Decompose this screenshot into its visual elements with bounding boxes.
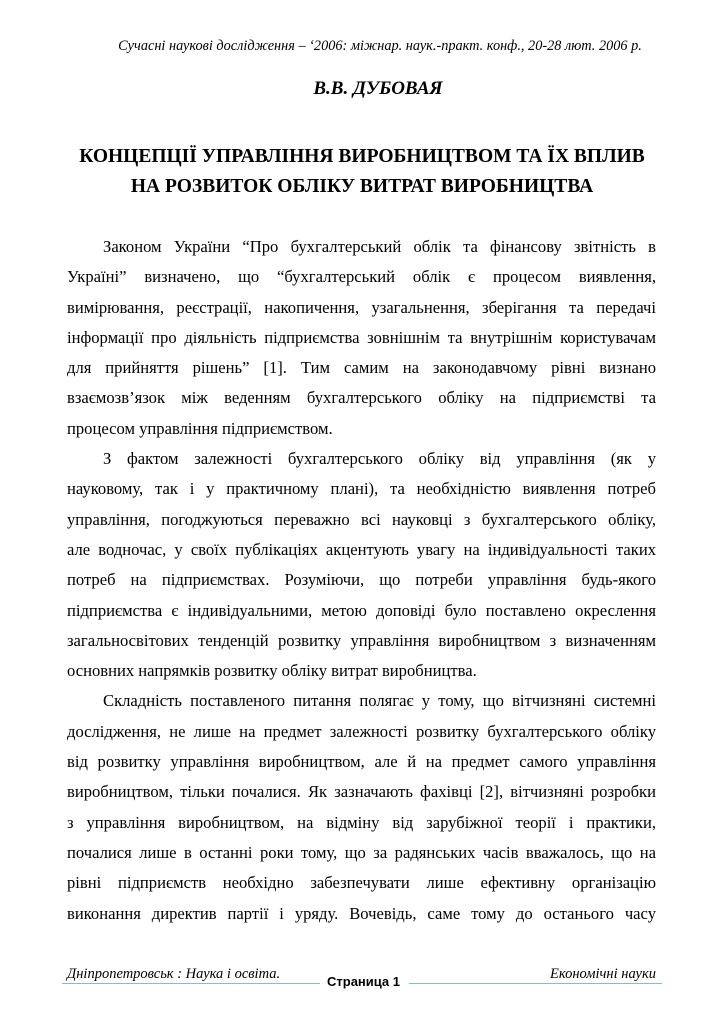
running-header: Сучасні наукові дослідження – ‘2006: міжнар. наук.-практ. конф., 20-28 лют. 2006 р. xyxy=(118,38,642,54)
footer-rule-right xyxy=(409,983,662,984)
paragraph xyxy=(67,444,656,686)
text-line: загальносвітових тенденцій розвитку управління виробництвом з визначенням xyxy=(67,630,656,650)
footer-rule-left xyxy=(62,983,320,984)
body-text xyxy=(67,232,656,929)
text-line: З фактом залежності бухгалтерського обліку від управління (як у xyxy=(103,449,656,469)
text-line: рівні підприємств необхідно забезпечувати лише ефективну організацію xyxy=(67,873,656,893)
text-line: Законом України “Про бухгалтерський облік та фінансову звітність в xyxy=(103,237,656,256)
page-footer xyxy=(62,962,662,992)
text-line: Складність поставленого питання полягає у тому, що вітчизняні системні xyxy=(103,691,656,711)
text-line: інформації про діяльність підприємства зовнішнім та внутрішнім користувачам xyxy=(67,327,656,347)
title-line-2: НА РОЗВИТОК ОБЛІКУ ВИТРАТ ВИРОБНИЦТВА xyxy=(130,176,594,197)
text-line: для прийняття рішень” [1]. Тим самим на законодавчому рівні визнано xyxy=(67,358,656,378)
text-line: виконання директив партії і уряду. Вочевідь, саме тому до останього часу xyxy=(67,903,656,923)
text-line: взаємозв’язок між веденням бухгалтерського обліку на підприємстві та xyxy=(67,388,656,408)
text-line: науковому, так і у практичному плані), та необхідністю виявлення потреб xyxy=(67,479,656,499)
text-line: Україні” визначено, що “бухгалтерський облік є процесом виявлення, xyxy=(67,267,656,287)
text-line: управління, погоджуються переважно всі науковці з бухгалтерського обліку, xyxy=(67,509,656,529)
text-line: від розвитку управління виробництвом, але й на предмет самого управління xyxy=(67,752,656,772)
text-line: виробництвом, тільки почалися. Як зазначають фахівці [2], вітчизняні розробки xyxy=(67,782,656,802)
text-line: підприємства є індивідуальними, метою доповіді було поставлено окреслення xyxy=(67,600,656,620)
footer-left-text: Дніпропетровськ : Наука і освіта. xyxy=(67,966,281,982)
footer-right-text: Економічні науки xyxy=(550,966,656,982)
text-line: процесом управління підприємством. xyxy=(67,418,333,438)
title-line-1: КОНЦЕПЦІЇ УПРАВЛІННЯ ВИРОБНИЦТВОМ ТА ЇХ ВПЛИВ xyxy=(79,146,645,167)
text-line: дослідження, не лише на предмет залежності розвитку бухгалтерського обліку xyxy=(67,721,656,741)
text-line: але водночас, у своїх публікаціях акцентують увагу на індивідуальності таких xyxy=(67,539,656,559)
text-line: потреб на підприємствах. Розуміючи, що потреби управління будь-якого xyxy=(67,570,656,590)
text-line: вимірювання, реєстрації, накопичення, узагальнення, зберігання та передачі xyxy=(67,297,656,317)
author-name: В.В. ДУБОВАЯ xyxy=(313,78,443,99)
text-line: почалися лише в останні роки тому, що за радянських часів вважалось, що на xyxy=(67,842,656,862)
text-line: з управління виробництвом, на відміну від зарубіжної теорії і практики, xyxy=(67,812,656,832)
text-line: основних напрямків розвитку обліку витрат виробництва. xyxy=(67,661,477,681)
page-number: Страница 1 xyxy=(327,974,400,989)
paragraph xyxy=(67,232,656,444)
paragraph xyxy=(67,686,656,928)
